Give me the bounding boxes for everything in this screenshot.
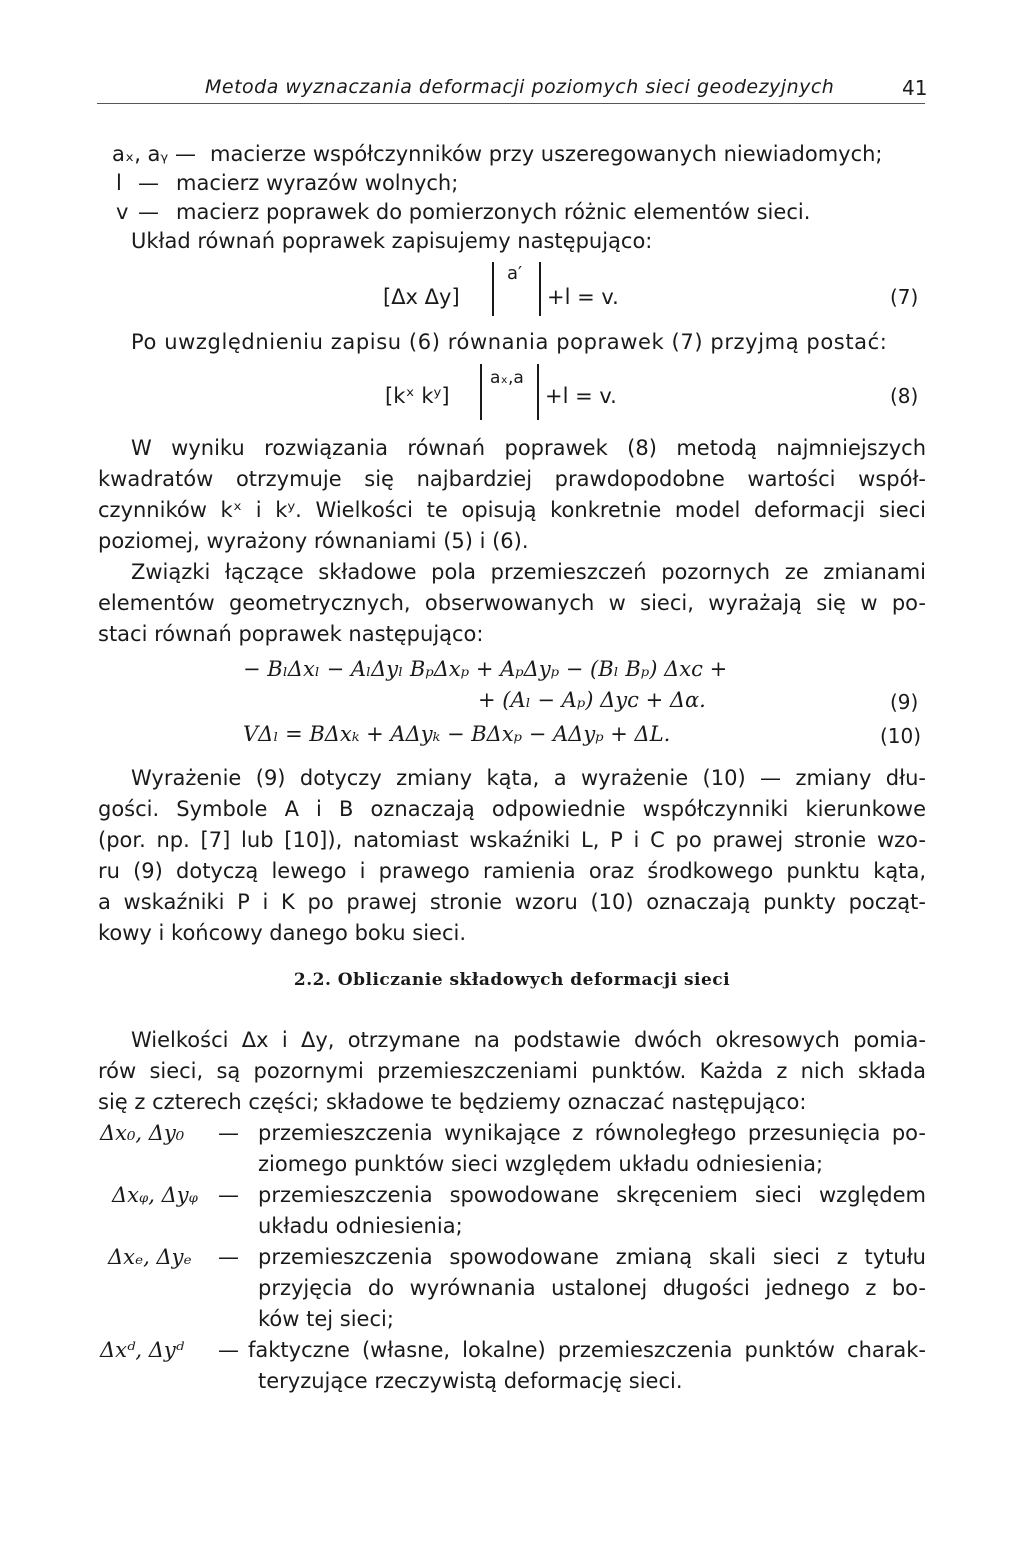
def-text: przemieszczenia spowodowane zmianą skali sieci z tytułu <box>258 1245 926 1269</box>
paragraph-line: Układ równań poprawek zapisujemy następująco: <box>131 229 653 253</box>
def-dash: — <box>175 142 196 166</box>
def-text: przemieszczenia wynikające z równoległego przesunięcia po- <box>258 1121 926 1145</box>
paragraph-line: poziomej, wyrażony równaniami (5) i (6). <box>98 529 529 553</box>
def-text: macierz poprawek do pomierzonych różnic elementów sieci. <box>176 200 811 224</box>
paragraph-line: (por. np. [7] lub [10]), natomiast wskaźniki L, P i C po prawej stronie wzo- <box>98 828 926 852</box>
eq7-left: [Δx Δy] <box>383 285 460 309</box>
paragraph-line: Po uwzględnieniu zapisu (6) równania poprawek (7) przyjmą postać: <box>131 330 888 354</box>
def-dash: — <box>218 1245 239 1269</box>
eq8-matrix: aₓ,a <box>490 368 524 388</box>
paragraph-line: gości. Symbole A i B oznaczają odpowiednie współczynniki kierunkowe <box>98 797 926 821</box>
def-symbol: Δxᵈ, Δyᵈ <box>100 1338 185 1362</box>
equation-number: (10) <box>880 724 922 748</box>
paragraph-line: W wyniku rozwiązania równań poprawek (8) metodą najmniejszych <box>131 436 926 460</box>
def-text: teryzujące rzeczywistą deformację sieci. <box>258 1369 683 1393</box>
matrix-bar-left <box>480 364 482 420</box>
def-symbol: aₓ, aᵧ <box>112 142 169 166</box>
paragraph-line: staci równań poprawek następująco: <box>98 622 484 646</box>
page-number: 41 <box>902 76 928 100</box>
def-symbol: Δx₀, Δy₀ <box>100 1121 185 1145</box>
def-symbol: Δxᵩ, Δyᵩ <box>112 1183 198 1207</box>
def-text: macierze współczynników przy uszeregowanych niewiadomych; <box>210 142 883 166</box>
paragraph-line: czynników kˣ i kʸ. Wielkości te opisują konkretnie model deformacji sieci <box>98 498 926 522</box>
header-rule <box>97 103 925 104</box>
def-dash: — <box>138 171 159 195</box>
eq7-matrix: a′ <box>507 263 523 284</box>
paragraph-line: ru (9) dotyczą lewego i prawego ramienia oraz środkowego punktu kąta, <box>98 859 926 883</box>
def-symbol: Δxₑ, Δyₑ <box>108 1245 192 1269</box>
paragraph-line: się z czterech części; składowe te będziemy oznaczać następująco: <box>98 1090 807 1114</box>
paragraph-line: Związki łączące składowe pola przemieszczeń pozornych ze zmianami <box>131 560 926 584</box>
paragraph-line: Wielkości Δx i Δy, otrzymane na podstawie dwóch okresowych pomia- <box>131 1028 926 1052</box>
running-header: Metoda wyznaczania deformacji poziomych sieci geodezyjnych <box>205 76 835 98</box>
def-dash: — <box>218 1183 239 1207</box>
def-text: przemieszczenia spowodowane skręceniem sieci względem <box>258 1183 926 1207</box>
def-dash: — <box>218 1121 239 1145</box>
def-symbol: l <box>116 171 122 195</box>
paragraph-line: elementów geometrycznych, obserwowanych w sieci, wyrażają się w po- <box>98 591 926 615</box>
def-text: faktyczne (własne, lokalne) przemieszczenia punktów charak- <box>248 1338 926 1362</box>
def-text: ziomego punktów sieci względem układu odniesienia; <box>258 1152 824 1176</box>
eq8-right: +l = v. <box>545 384 617 408</box>
section-heading: 2.2. Obliczanie składowych deformacji sieci <box>293 970 731 990</box>
eq7-right: +l = v. <box>547 285 619 309</box>
def-text: przyjęcia do wyrównania ustalonej długości jednego z bo- <box>258 1276 926 1300</box>
equation-number: (7) <box>890 285 919 309</box>
equation-number: (9) <box>890 690 919 714</box>
def-symbol: v <box>116 200 129 224</box>
paragraph-line: rów sieci, są pozornymi przemieszczeniami punktów. Każda z nich składa <box>98 1059 926 1083</box>
eq9-line1: − BₗΔxₗ − AₗΔyₗ BₚΔxₚ + AₚΔyₚ − (Bₗ Bₚ) Δxᴄ + <box>243 657 728 681</box>
def-text: ków tej sieci; <box>258 1307 394 1331</box>
eq10-line: VΔₗ = BΔxₖ + AΔyₖ − BΔxₚ − AΔyₚ + ΔL. <box>243 722 671 746</box>
paragraph-line: kowy i końcowy danego boku sieci. <box>98 921 467 945</box>
paragraph-line: a wskaźniki P i K po prawej stronie wzoru (10) oznaczają punkty począt- <box>98 890 926 914</box>
paragraph-line: kwadratów otrzymuje się najbardziej prawdopodobne wartości współ- <box>98 467 926 491</box>
eq8-left: [kˣ kʸ] <box>385 384 450 408</box>
def-dash: — <box>138 200 159 224</box>
eq9-line2: + (Aₗ − Aₚ) Δyᴄ + Δα. <box>478 688 706 712</box>
matrix-bar-left <box>492 262 494 316</box>
equation-number: (8) <box>890 384 919 408</box>
def-dash: — <box>218 1338 239 1362</box>
matrix-bar-right <box>537 364 539 420</box>
def-text: układu odniesienia; <box>258 1214 463 1238</box>
paragraph-line: Wyrażenie (9) dotyczy zmiany kąta, a wyrażenie (10) — zmiany dłu- <box>131 766 926 790</box>
def-text: macierz wyrazów wolnych; <box>176 171 459 195</box>
matrix-bar-right <box>539 262 541 316</box>
